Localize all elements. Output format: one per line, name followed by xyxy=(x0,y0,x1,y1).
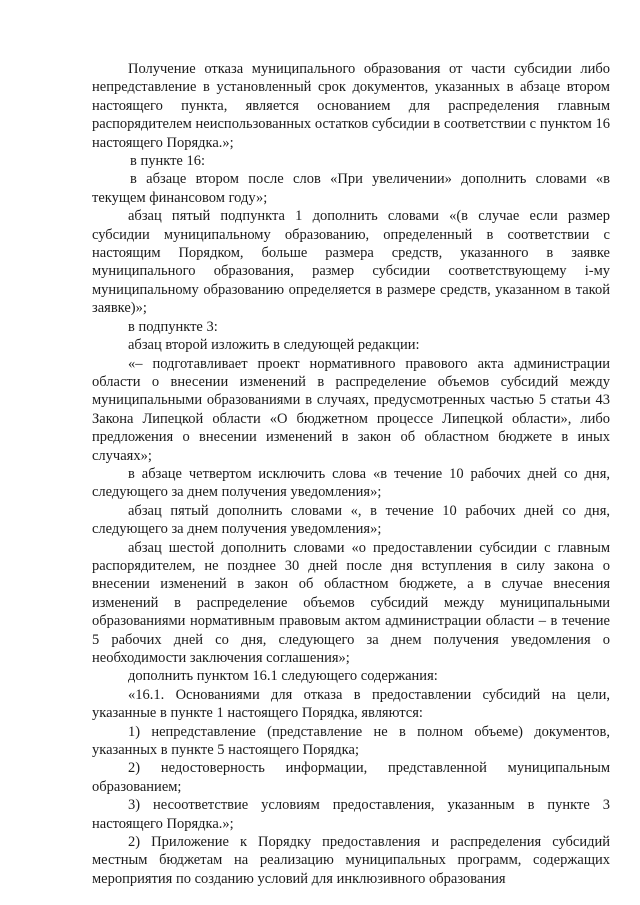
paragraph: дополнить пунктом 16.1 следующего содержания: xyxy=(128,668,438,685)
paragraph: Получение отказа муниципального образования от части субсидии либо непредставление в установленный срок документов, указанных в абзаце втором настоящего пункта, является основанием для распределения главным распорядителем неиспользованных остатков субсидии в соответствии с пунктом 16 настоящего Порядка.»; xyxy=(92,61,610,151)
paragraph: 2) Приложение к Порядку предоставления и распределения субсидий местным бюджетам на реализацию муниципальных программ, содержащих мероприятия по созданию условий для инклюзивного образования xyxy=(92,834,610,887)
paragraph: в пункте 16: xyxy=(130,153,206,170)
paragraph: «16.1. Основаниями для отказа в предоставлении субсидий на цели, указанные в пункте 1 настоящего Порядка, являются: xyxy=(92,686,610,722)
paragraph: в абзаце четвертом исключить слова «в течение 10 рабочих дней со дня, следующего за днем получения уведомления»; xyxy=(92,465,610,501)
paragraph: 3) несоответствие условиям предоставления, указанным в пункте 3 настоящего Порядка.»; xyxy=(92,797,610,832)
paragraph: 2) недостоверность информации, представленной муниципальным образованием; xyxy=(92,760,610,795)
paragraph: абзац пятый дополнить словами «, в течение 10 рабочих дней со дня, следующего за днем получения уведомления»; xyxy=(92,502,610,538)
paragraph: 1) непредставление (представление не в полном объеме) документов, указанных в пункте 5 настоящего Порядка; xyxy=(92,723,610,759)
paragraph: «– подготавливает проект нормативного правового акта администрации области о внесении изменений в распределение объемов субсидий между муниципальными образованиями в случаях, предусмотренных частью 5 статьи 43 Закона Липецкой области «О бюджетном процессе Липецкой области», либо предложения о внесении изменений в закон об областном бюджете в иных случаях»; xyxy=(92,355,610,464)
paragraph: в подпункте 3: xyxy=(128,318,218,335)
paragraph: абзац второй изложить в следующей редакции: xyxy=(128,337,420,354)
paragraph: абзац пятый подпункта 1 дополнить словами «(в случае если размер субсидии муниципальному образованию, определенный в соответствии с настоящим Порядком, больше размера средств, указанного в заявке муниципального образования, размер субсидии соответствующему i-му муниципальному образованию определяется в размере средств, указанном в такой заявке)»; xyxy=(92,208,610,317)
document-body xyxy=(92,60,610,888)
paragraph: в абзаце втором после слов «При увеличении» дополнить словами «в текущем финансовом году»; xyxy=(92,171,610,206)
paragraph: абзац шестой дополнить словами «о предоставлении субсидии с главным распорядителем, не позднее 30 дней после дня вступления в силу закона о внесении изменений в закон об областном бюджете, а в случае внесения изменений в распределение объемов субсидий между муниципальными образованиями нормативным правовым актом администрации области – в течение 5 рабочих дней со дня, следующего за днем получения уведомления о необходимости заключения соглашения»; xyxy=(92,539,610,666)
